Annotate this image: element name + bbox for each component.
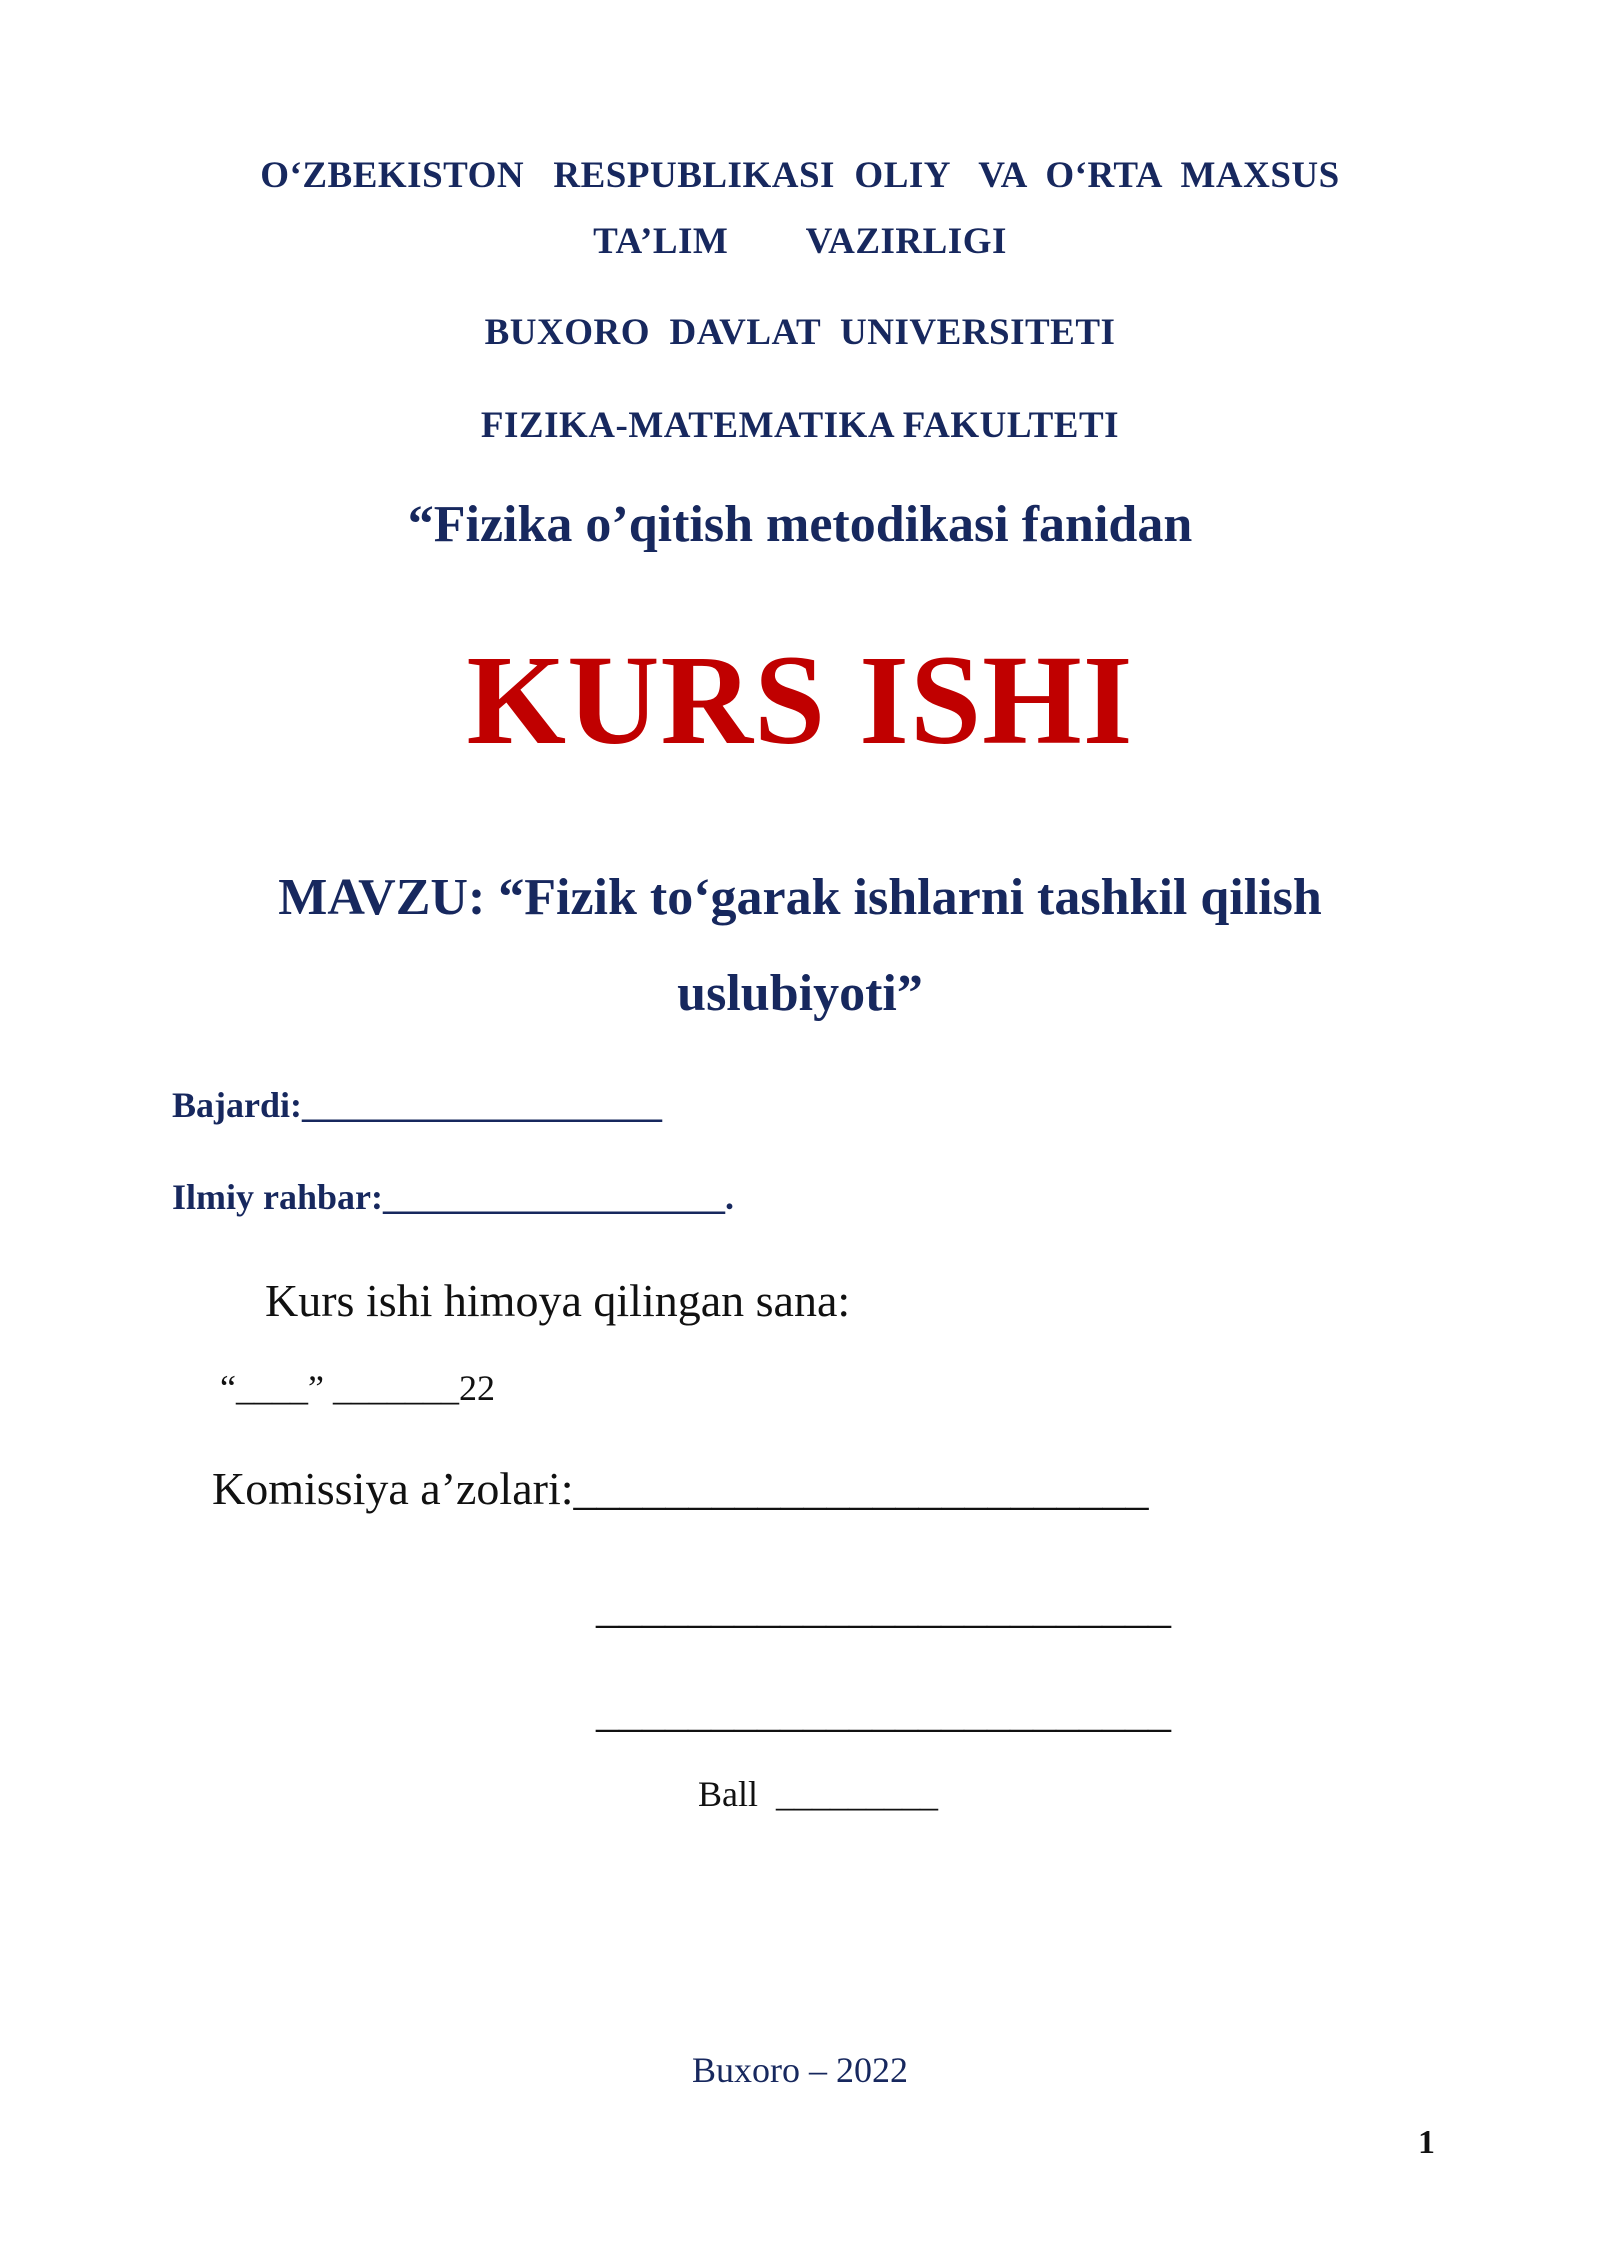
subject-heading: “Fizika o’qitish metodikasi fanidan — [407, 496, 1193, 553]
bajardi-field: Bajardi:____________________ — [172, 1085, 662, 1125]
university-name: BUXORO DAVLAT UNIVERSITETI — [484, 312, 1116, 353]
commission-line-2: _________________________ — [596, 1581, 1171, 1632]
commission-line-3: _________________________ — [596, 1685, 1171, 1736]
document-title: KURS ISHI — [466, 629, 1134, 771]
ilmiy-rahbar-field: Ilmiy rahbar:___________________. — [172, 1177, 734, 1217]
page-number: 1 — [1418, 2124, 1435, 2161]
defense-date-label: Kurs ishi himoya qilingan sana: — [265, 1275, 851, 1326]
commission-field: Komissiya a’zolari:_________________________ — [212, 1463, 1149, 1514]
ministry-line-1: O‘ZBEKISTON RESPUBLIKASI OLIY VA O‘RTA MAXSUS — [260, 155, 1340, 196]
topic-line-1: MAVZU: “Fizik to‘garak ishlarni tashkil qilish — [278, 869, 1322, 926]
city-year: Buxoro – 2022 — [692, 2050, 908, 2090]
faculty-name: FIZIKA-MATEMATIKA FAKULTETI — [480, 405, 1120, 446]
defense-date-value: “____” _______22 — [220, 1368, 495, 1408]
ball-field: Ball _________ — [698, 1774, 938, 1814]
topic-line-2: uslubiyoti” — [677, 965, 923, 1022]
ministry-line-2: TA’LIM VAZIRLIGI — [593, 221, 1007, 262]
